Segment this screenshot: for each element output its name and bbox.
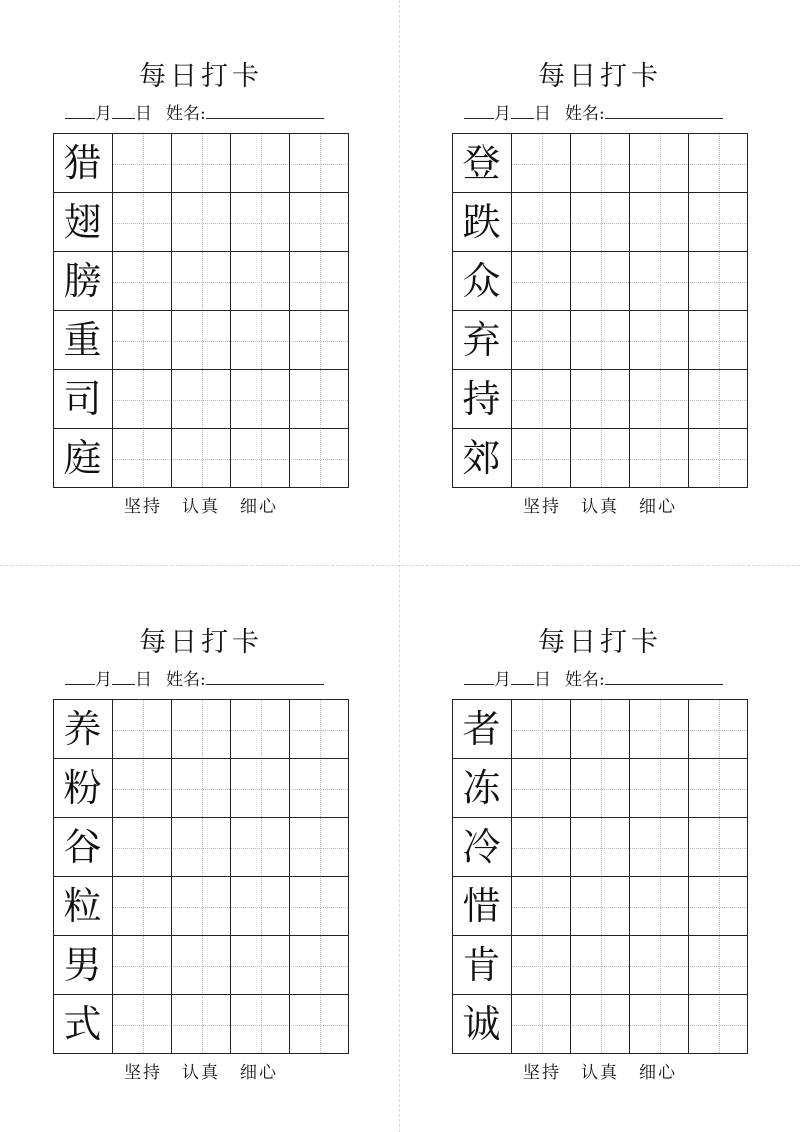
practice-cell[interactable]: [630, 134, 689, 193]
motto-word: 认真: [182, 1063, 220, 1083]
month-blank: [464, 101, 494, 119]
practice-cell[interactable]: [689, 995, 748, 1054]
model-character: 郊: [462, 436, 501, 480]
grid-row: [453, 193, 747, 252]
model-character: 庭: [63, 436, 102, 480]
date-name-line: [65, 101, 361, 125]
day-label: 日: [534, 670, 551, 690]
practice-sheet: [53, 628, 349, 1088]
practice-cell[interactable]: [689, 370, 748, 429]
model-character: 膀: [63, 259, 102, 303]
practice-sheet: [53, 62, 349, 522]
practice-cell[interactable]: [113, 759, 172, 818]
practice-cell[interactable]: [689, 936, 748, 995]
grid-row: [54, 759, 348, 818]
model-character: 粒: [63, 884, 102, 928]
sheet-motto: [53, 496, 349, 518]
grid-row: [54, 818, 348, 877]
practice-cell[interactable]: [512, 759, 571, 818]
motto-word: 坚持: [523, 1063, 561, 1083]
practice-cell[interactable]: [630, 311, 689, 370]
model-character: 跌: [462, 200, 501, 244]
practice-cell[interactable]: [512, 134, 571, 193]
practice-cell[interactable]: [172, 818, 231, 877]
practice-cell[interactable]: [512, 936, 571, 995]
practice-sheet: [452, 628, 748, 1088]
practice-cell[interactable]: [290, 311, 349, 370]
practice-cell[interactable]: [172, 429, 231, 488]
month-label: 月: [494, 104, 511, 124]
model-character-cell: [453, 759, 512, 818]
grid-row: [54, 877, 348, 936]
day-blank: [112, 667, 135, 685]
practice-cell[interactable]: [231, 252, 290, 311]
practice-cell[interactable]: [630, 252, 689, 311]
model-character: 惜: [462, 884, 501, 928]
model-character-cell: [453, 193, 512, 252]
practice-cell[interactable]: [231, 995, 290, 1054]
practice-cell[interactable]: [231, 700, 290, 759]
model-character-cell: [453, 311, 512, 370]
name-blank: [605, 667, 723, 685]
model-character: 众: [462, 259, 501, 303]
model-character-cell: [453, 370, 512, 429]
model-character: 男: [63, 943, 102, 987]
grid-row: [54, 134, 348, 193]
motto-word: 坚持: [124, 497, 162, 517]
motto-word: 细心: [639, 1063, 677, 1083]
practice-cell[interactable]: [231, 134, 290, 193]
sheet-motto: [452, 496, 748, 518]
grid-row: [54, 936, 348, 995]
date-name-line: [464, 101, 760, 125]
model-character-cell: [54, 818, 113, 877]
practice-cell[interactable]: [231, 759, 290, 818]
month-label: 月: [95, 670, 112, 690]
practice-cell[interactable]: [630, 995, 689, 1054]
grid-row: [453, 311, 747, 370]
motto-word: 认真: [182, 497, 220, 517]
practice-cell[interactable]: [630, 877, 689, 936]
practice-cell[interactable]: [113, 818, 172, 877]
motto-word: 认真: [581, 1063, 619, 1083]
model-character-cell: [453, 995, 512, 1054]
model-character: 猎: [63, 141, 102, 185]
practice-cell[interactable]: [172, 759, 231, 818]
practice-cell[interactable]: [113, 936, 172, 995]
sheet-title: 每日打卡: [538, 61, 662, 92]
grid-row: [453, 759, 747, 818]
model-character-cell: [54, 877, 113, 936]
practice-cell[interactable]: [172, 370, 231, 429]
practice-cell[interactable]: [512, 818, 571, 877]
practice-cell[interactable]: [571, 818, 630, 877]
model-character: 弃: [462, 318, 501, 362]
month-label: 月: [95, 104, 112, 124]
grid-row: [453, 429, 747, 488]
practice-cell[interactable]: [113, 193, 172, 252]
practice-sheet: [452, 62, 748, 522]
model-character: 翅: [63, 200, 102, 244]
model-character-cell: [453, 252, 512, 311]
practice-cell[interactable]: [630, 193, 689, 252]
motto-word: 细心: [240, 497, 278, 517]
grid-row: [453, 995, 747, 1054]
name-blank: [206, 101, 324, 119]
practice-cell[interactable]: [231, 818, 290, 877]
practice-cell[interactable]: [290, 134, 349, 193]
model-character-cell: [453, 429, 512, 488]
grid-row: [54, 311, 348, 370]
sheet-title: 每日打卡: [538, 627, 662, 658]
name-label: 姓名:: [166, 104, 206, 124]
practice-cell[interactable]: [172, 877, 231, 936]
practice-cell[interactable]: [231, 877, 290, 936]
date-name-line: [65, 667, 361, 691]
motto-word: 坚持: [523, 497, 561, 517]
practice-cell[interactable]: [290, 759, 349, 818]
vertical-cut-line: [399, 0, 400, 1132]
grid-row: [453, 370, 747, 429]
practice-cell[interactable]: [113, 877, 172, 936]
month-blank: [65, 667, 95, 685]
sheet-title: 每日打卡: [139, 627, 263, 658]
day-blank: [112, 101, 135, 119]
practice-cell[interactable]: [689, 818, 748, 877]
motto-word: 细心: [639, 497, 677, 517]
practice-cell[interactable]: [290, 877, 349, 936]
month-blank: [65, 101, 95, 119]
model-character-cell: [54, 700, 113, 759]
model-character: 养: [63, 707, 102, 751]
practice-cell[interactable]: [113, 429, 172, 488]
practice-cell[interactable]: [689, 134, 748, 193]
name-blank: [605, 101, 723, 119]
name-blank: [206, 667, 324, 685]
model-character-cell: [453, 818, 512, 877]
grid-row: [453, 252, 747, 311]
model-character: 重: [63, 318, 102, 362]
model-character-cell: [54, 759, 113, 818]
practice-cell[interactable]: [512, 311, 571, 370]
practice-cell[interactable]: [689, 759, 748, 818]
practice-cell[interactable]: [172, 995, 231, 1054]
practice-cell[interactable]: [630, 370, 689, 429]
writing-grid: [53, 133, 349, 488]
practice-cell[interactable]: [571, 252, 630, 311]
model-character: 登: [462, 141, 501, 185]
model-character: 者: [462, 707, 501, 751]
model-character: 粉: [63, 766, 102, 810]
practice-cell[interactable]: [512, 995, 571, 1054]
practice-cell[interactable]: [113, 134, 172, 193]
model-character-cell: [54, 134, 113, 193]
grid-row: [54, 700, 348, 759]
model-character: 持: [462, 377, 501, 421]
practice-cell[interactable]: [172, 134, 231, 193]
practice-cell[interactable]: [290, 936, 349, 995]
model-character-cell: [54, 995, 113, 1054]
practice-cell[interactable]: [630, 429, 689, 488]
practice-cell[interactable]: [172, 311, 231, 370]
practice-cell[interactable]: [630, 936, 689, 995]
practice-cell[interactable]: [512, 370, 571, 429]
practice-cell[interactable]: [630, 818, 689, 877]
practice-cell[interactable]: [571, 936, 630, 995]
practice-cell[interactable]: [231, 370, 290, 429]
practice-cell[interactable]: [571, 370, 630, 429]
writing-grid: [53, 699, 349, 1054]
practice-cell[interactable]: [512, 429, 571, 488]
grid-row: [453, 877, 747, 936]
motto-word: 认真: [581, 497, 619, 517]
practice-cell[interactable]: [571, 134, 630, 193]
day-label: 日: [135, 104, 152, 124]
practice-cell[interactable]: [231, 429, 290, 488]
motto-word: 坚持: [124, 1063, 162, 1083]
grid-row: [453, 700, 747, 759]
practice-cell[interactable]: [290, 370, 349, 429]
grid-row: [453, 134, 747, 193]
practice-cell[interactable]: [172, 193, 231, 252]
sheet-motto: [53, 1062, 349, 1084]
practice-cell[interactable]: [571, 193, 630, 252]
day-blank: [511, 667, 534, 685]
model-character: 诚: [462, 1002, 501, 1046]
practice-cell[interactable]: [290, 818, 349, 877]
practice-cell[interactable]: [231, 311, 290, 370]
practice-cell[interactable]: [231, 193, 290, 252]
practice-cell[interactable]: [113, 311, 172, 370]
practice-cell[interactable]: [113, 370, 172, 429]
practice-cell[interactable]: [512, 193, 571, 252]
model-character-cell: [54, 193, 113, 252]
day-blank: [511, 101, 534, 119]
grid-row: [453, 936, 747, 995]
practice-cell[interactable]: [630, 700, 689, 759]
grid-row: [54, 429, 348, 488]
practice-cell[interactable]: [290, 429, 349, 488]
practice-cell[interactable]: [172, 700, 231, 759]
name-label: 姓名:: [166, 670, 206, 690]
model-character: 肯: [462, 943, 501, 987]
model-character: 冻: [462, 766, 501, 810]
practice-cell[interactable]: [689, 700, 748, 759]
writing-grid: [452, 133, 748, 488]
month-label: 月: [494, 670, 511, 690]
practice-cell[interactable]: [113, 700, 172, 759]
practice-cell[interactable]: [512, 252, 571, 311]
practice-cell[interactable]: [571, 877, 630, 936]
practice-cell[interactable]: [571, 700, 630, 759]
sheet-title: 每日打卡: [139, 61, 263, 92]
grid-row: [54, 193, 348, 252]
practice-cell[interactable]: [571, 995, 630, 1054]
month-blank: [464, 667, 494, 685]
writing-grid: [452, 699, 748, 1054]
model-character-cell: [54, 429, 113, 488]
practice-cell[interactable]: [290, 252, 349, 311]
name-label: 姓名:: [565, 670, 605, 690]
model-character-cell: [54, 370, 113, 429]
model-character-cell: [453, 700, 512, 759]
practice-cell[interactable]: [172, 252, 231, 311]
motto-word: 细心: [240, 1063, 278, 1083]
practice-cell[interactable]: [689, 252, 748, 311]
practice-cell[interactable]: [172, 936, 231, 995]
model-character: 司: [63, 377, 102, 421]
model-character-cell: [453, 134, 512, 193]
practice-cell[interactable]: [290, 193, 349, 252]
model-character-cell: [453, 877, 512, 936]
practice-cell[interactable]: [113, 995, 172, 1054]
day-label: 日: [135, 670, 152, 690]
practice-cell[interactable]: [231, 936, 290, 995]
model-character-cell: [453, 936, 512, 995]
practice-cell[interactable]: [630, 759, 689, 818]
day-label: 日: [534, 104, 551, 124]
name-label: 姓名:: [565, 104, 605, 124]
model-character-cell: [54, 311, 113, 370]
practice-cell[interactable]: [689, 193, 748, 252]
practice-cell[interactable]: [571, 429, 630, 488]
model-character: 冷: [462, 825, 501, 869]
practice-cell[interactable]: [512, 700, 571, 759]
practice-cell[interactable]: [689, 311, 748, 370]
practice-cell[interactable]: [290, 700, 349, 759]
date-name-line: [464, 667, 760, 691]
sheet-motto: [452, 1062, 748, 1084]
practice-cell[interactable]: [571, 759, 630, 818]
practice-cell[interactable]: [512, 877, 571, 936]
practice-cell[interactable]: [571, 311, 630, 370]
grid-row: [453, 818, 747, 877]
model-character-cell: [54, 936, 113, 995]
model-character: 谷: [63, 825, 102, 869]
model-character-cell: [54, 252, 113, 311]
practice-cell[interactable]: [113, 252, 172, 311]
practice-cell[interactable]: [290, 995, 349, 1054]
grid-row: [54, 995, 348, 1054]
practice-cell[interactable]: [689, 429, 748, 488]
horizontal-cut-line: [0, 565, 800, 566]
grid-row: [54, 370, 348, 429]
model-character: 式: [63, 1002, 102, 1046]
grid-row: [54, 252, 348, 311]
practice-cell[interactable]: [689, 877, 748, 936]
